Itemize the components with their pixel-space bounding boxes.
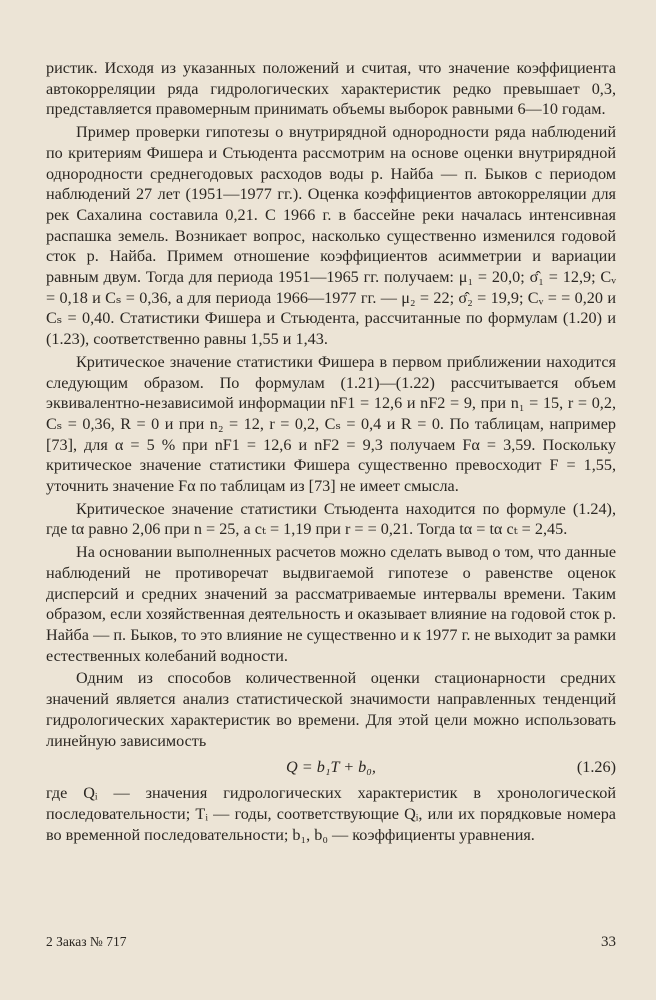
equation-number: (1.26) (576, 758, 616, 777)
paragraph-student-critical: Критическое значение статистики Стьюдента находится по формуле (1.24), где tα равно 2,06 при n = 25, а cₜ = 1,19 при r = = 0,21. Тогда tα = tα cₜ = 2,45. (46, 499, 616, 539)
paragraph-example: Пример проверки гипотезы о внутрирядной однородности ряда наблюдений по критериям Фишера и Стьюдента рассмотрим на основе оценки внутрирядной однородности среднегодовых расходов воды р. Найба — п. Быков с периодом наблюдений 27 лет (1951—1977 гг.). Оценка коэффициентов автокорреляции для рек Сахалина составила 0,21. С 1966 г. в бассейне реки началась интенсивная распашка земель. Возникает вопрос, насколько существенно изменился годовой сток р. Найба. Примем отношение коэффициентов асимметрии и вариации равным двум. Тогда для периода 1951—1965 гг. получаем: μ₁ = 20,0; σ̂₁ = 12,9; Cᵥ = 0,18 и Cₛ = 0,36, а для периода 1966—1977 гг. — μ₂ = 22; σ̂₂ = 19,9; Cᵥ = = 0,20 и Cₛ = 0,40. Статистики Фишера и Стьюдента, рассчитанные по формулам (1.20) и (1.23), соответственно равны 1,55 и 1,43. (46, 123, 616, 349)
paragraph-continuation: ристик. Исходя из указанных положений и считая, что значение коэффициента автокорреляции ряда гидрологических характеристик редко превышает 0,3, представляется правомерным принимать объемы выборок равными 6—10 годам. (46, 59, 616, 119)
equation: Q = b₁T + b₀, (286, 758, 376, 777)
page-number: 33 (601, 934, 616, 950)
paragraph-where-definitions: где Qᵢ — значения гидрологических характеристик в хронологической последовательности; Tᵢ — годы, соответствующие Qᵢ, или их порядковые номера во временной последовательности; b₁, b₀ — коэффициенты уравнения. (46, 784, 616, 844)
paragraph-linear-dependence: Одним из способов количественной оценки стационарности средних значений является анализ статистической значимости направленных тенденций гидрологических характеристик во времени. Для этой цели можно использовать линейную зависимость (46, 669, 616, 750)
paragraph-fisher-critical: Критическое значение статистики Фишера в первом приближении находится следующим образом. По формулам (1.21)—(1.22) рассчитывается объем эквивалентно-независимой информации nF1 = 12,6 и nF2 = 9, при n₁ = 15, r = 0,2, Cₛ = 0,36, R = 0 и при n₂ = 12, r = 0,2, Cₛ = 0,4 и R = 0. По таблицам, например [73], для α = 5 % при nF1 = 12,6 и nF2 = 9,3 получаем Fα = 3,59. Поскольку критическое значение статистики Фишера существенно превосходит F = 1,55, уточнить значение Fα по таблицам из [73] не имеет смысла. (46, 352, 616, 496)
printing-signature: 2 Заказ № 717 (46, 934, 127, 949)
equation-row (46, 751, 616, 783)
paragraph-conclusion: На основании выполненных расчетов можно сделать вывод о том, что данные наблюдений не противоречат выдвигаемой гипотезе о равенстве оценок дисперсий и средних значений за рассматриваемые интервалы времени. Таким образом, если хозяйственная деятельность и оказывает влияние на годовой сток р. Найба — п. Быков, то это влияние не существенно и к 1977 г. не выходит за рамки естественных колебаний водности. (46, 543, 616, 665)
